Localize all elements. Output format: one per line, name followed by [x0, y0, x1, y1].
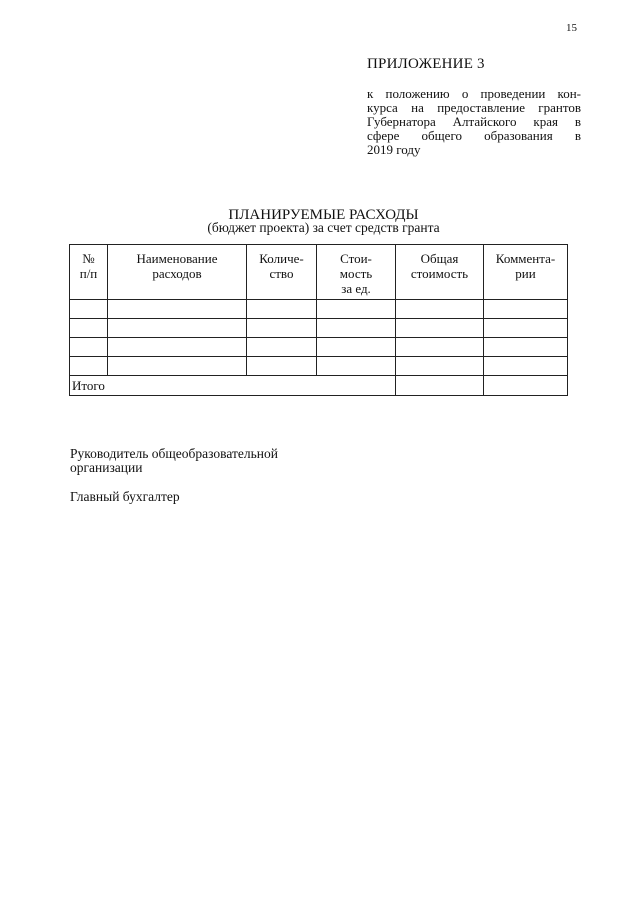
header-total-cost [396, 245, 484, 300]
header-line: п/п [79, 266, 98, 281]
appendix-title: ПРИЛОЖЕНИЕ 3 [367, 56, 485, 72]
table-cell [484, 357, 568, 376]
table-row [70, 338, 568, 357]
appendix-line: сфере общего образования в [367, 128, 581, 143]
table-cell [317, 357, 396, 376]
header-number [70, 245, 108, 300]
expenses-table [69, 244, 568, 396]
table-cell [396, 338, 484, 357]
table-cell [247, 338, 317, 357]
table-cell [396, 319, 484, 338]
header-name [108, 245, 247, 300]
table-cell [247, 357, 317, 376]
header-line: за ед. [341, 281, 371, 296]
table-total-row [70, 376, 568, 396]
header-line: Количе- [259, 251, 304, 266]
table-cell [396, 357, 484, 376]
table-cell [247, 300, 317, 319]
director-signature [70, 447, 278, 475]
header-line: Коммента- [495, 251, 556, 266]
page-number: 15 [566, 22, 577, 34]
table-cell [396, 376, 484, 396]
table-cell [70, 338, 108, 357]
table-cell [317, 338, 396, 357]
table-cell [108, 357, 247, 376]
document-subtitle: (бюджет проекта) за счет средств гранта [207, 220, 440, 235]
table-cell [484, 376, 568, 396]
header-line: Общая [420, 251, 459, 266]
total-label: Итого [70, 376, 396, 396]
header-line: Наименование [136, 251, 218, 266]
table-cell [396, 300, 484, 319]
signature-line: организации [70, 460, 143, 475]
header-quantity [247, 245, 317, 300]
header-line: мость [339, 266, 373, 281]
appendix-text [367, 87, 581, 157]
table-cell [70, 319, 108, 338]
table-cell [247, 319, 317, 338]
header-unit-cost [317, 245, 396, 300]
table-cell [70, 300, 108, 319]
signature-line: Руководитель общеобразовательной [70, 446, 278, 461]
accountant-signature: Главный бухгалтер [70, 489, 180, 504]
table-cell [317, 319, 396, 338]
appendix-line: к положению о проведении кон- [367, 86, 581, 101]
header-line: № [82, 251, 95, 266]
table-row [70, 319, 568, 338]
table-header-row [70, 245, 568, 300]
header-line: ство [269, 266, 294, 281]
appendix-line: Губернатора Алтайского края в [367, 114, 581, 129]
table-cell [108, 319, 247, 338]
table-row [70, 357, 568, 376]
table-cell [484, 300, 568, 319]
header-comments [484, 245, 568, 300]
table-row [70, 300, 568, 319]
document-title: ПЛАНИРУЕМЫЕ РАСХОДЫ [228, 207, 419, 223]
table-cell [70, 357, 108, 376]
header-line: расходов [152, 266, 202, 281]
table-cell [108, 300, 247, 319]
table-cell [108, 338, 247, 357]
header-line: Стои- [340, 251, 372, 266]
header-line: стоимость [410, 266, 469, 281]
header-line: рии [515, 266, 536, 281]
table-cell [484, 338, 568, 357]
appendix-line: курса на предоставление грантов [367, 100, 581, 115]
table-cell [484, 319, 568, 338]
appendix-line: 2019 году [367, 142, 421, 157]
table-cell [317, 300, 396, 319]
